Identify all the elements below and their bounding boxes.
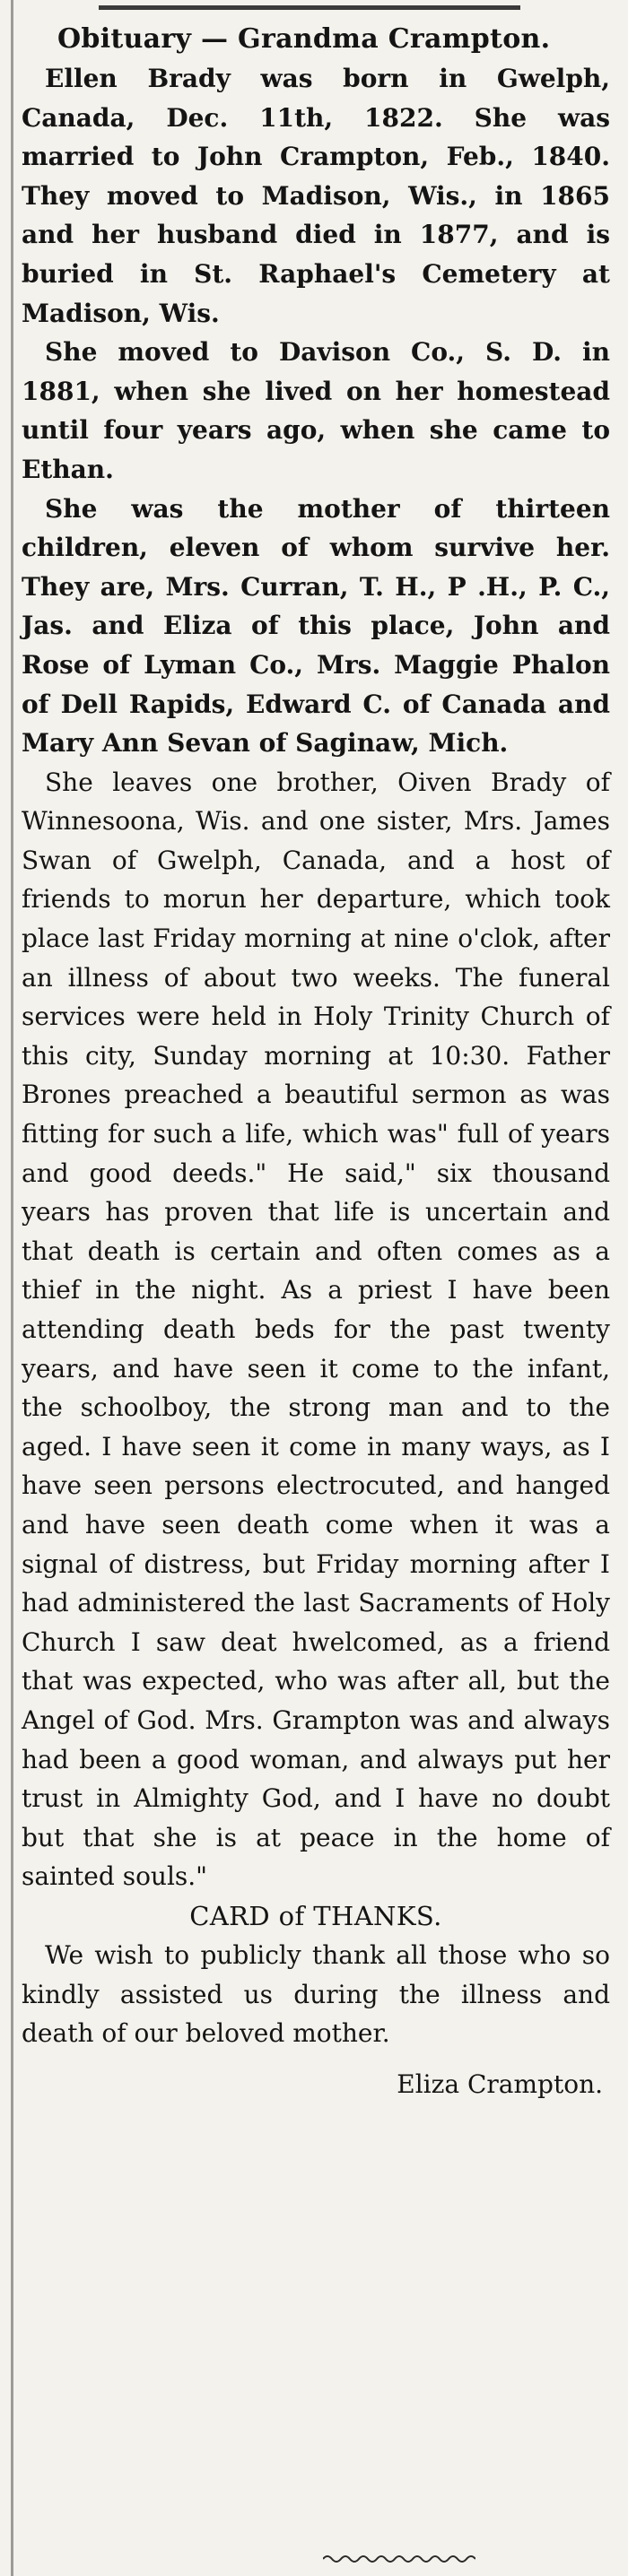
left-column-rule (11, 0, 13, 2576)
wavy-separator-line (323, 2554, 475, 2564)
card-of-thanks-text: We wish to publicly thank all those who so kindly assisted us during the illness and death of our beloved mother. (22, 1939, 610, 2049)
top-column-rule (99, 5, 520, 10)
card-of-thanks-heading: CARD of THANKS. (189, 1900, 442, 1931)
paragraph-children: She was the mother of thirteen children, eleven of whom survive her. They are, Mrs. Curran, T. H., P .H., P. C., Jas. and Eliza of this place, John and Rose of Lyman Co., Mrs. Maggie Phalon of Dell Rapids, Edward C. of Canada and Mary Ann Sevan of Saginaw, Mich. (22, 493, 610, 759)
obituary-title: Obituary — Grandma Crampton. (57, 23, 551, 55)
paragraph-birth-marriage: Ellen Brady was born in Gwelph, Canada, Dec. 11th, 1822. She was married to John Crampton, Feb., 1840. They moved to Madison, Wis., in 1865 and her husband died in 1877, and is buried in St. Raphael's Cemetery at Madison, Wis. (22, 64, 610, 328)
paragraph-homestead: She moved to Davison Co., S. D. in 1881, when she lived on her homestead until four years ago, when she came to Ethan. (22, 337, 610, 484)
obituary-article (22, 20, 610, 2105)
signature: Eliza Crampton. (397, 2069, 603, 2099)
paragraph-funeral-sermon: She leaves one brother, Oiven Brady of Winnesoona, Wis. and one sister, Mrs. James Swan of Gwelph, Canada, and a host of friends to morun her departure, which took place last Friday morning at nine o'clok, after an illness of about two weeks. The funeral services were held in Holy Trinity Church of this city, Sunday morning at 10:30. Father Brones preached a beautiful sermon as was fitting for such a life, which was" full of years and good deeds." He said," six thousand years has proven that life is uncertain and that death is certain and often comes as a thief in the night. As a priest I have been attending death beds for the past twenty years, and have seen it come to the infant, the schoolboy, the strong man and to the aged. I have seen it come in many ways, as I have seen persons electrocuted, and hanged and have seen death come when it was a signal of distress, but Friday morning after I had administered the last Sacraments of Holy Church I saw deat hwelcomed, as a friend that was expected, who was after all, but the Angel of God. Mrs. Grampton was and always had been a good woman, and always put her trust in Almighty God, and I have no doubt but that she is at peace in the home of sainted souls." (22, 767, 610, 1892)
